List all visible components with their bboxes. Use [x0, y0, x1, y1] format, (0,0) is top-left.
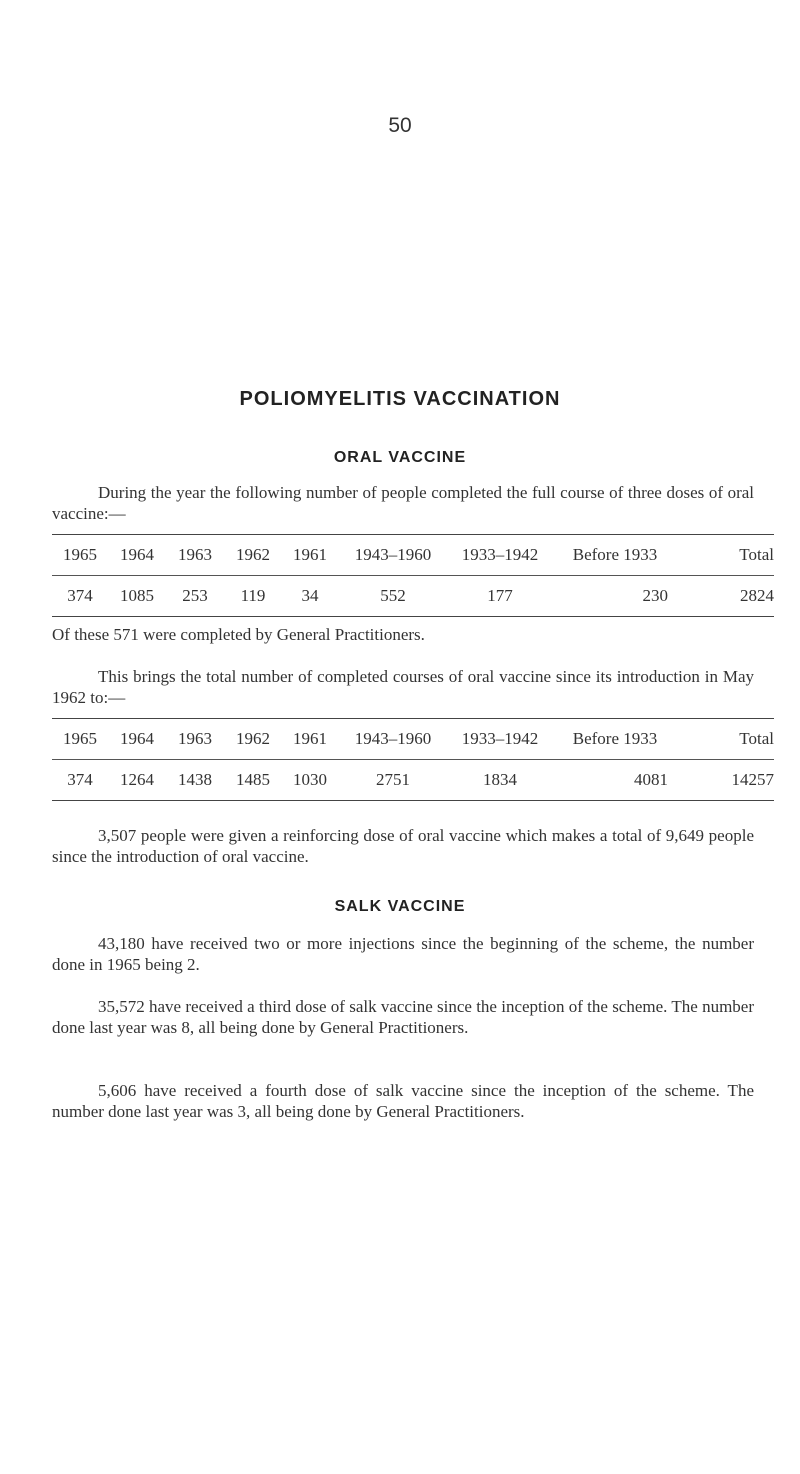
table-header-cell: 1961	[282, 719, 338, 760]
table-header-row	[52, 535, 774, 576]
salk-paragraph-3: 5,606 have received a fourth dose of salk vaccine since the inception of the scheme. The number done last year was 3, all being done by General Practitioners.	[52, 1081, 754, 1121]
table-cell: 374	[52, 576, 108, 617]
table-cell: 1264	[108, 760, 166, 801]
table-cell: 177	[448, 576, 552, 617]
gp-note-paragraph: Of these 571 were completed by General Practitioners.	[52, 625, 425, 644]
table-cell: 1438	[166, 760, 224, 801]
table-cell: 119	[224, 576, 282, 617]
table-cell: 1085	[108, 576, 166, 617]
table-header-cell: Total	[678, 535, 774, 576]
table-header-row	[52, 719, 774, 760]
salk-vaccine-heading: SALK VACCINE	[334, 898, 466, 915]
total-intro-paragraph: This brings the total number of completed courses of oral vaccine since its introduction in May 1962 to:—	[52, 667, 754, 707]
page-number: 50	[388, 114, 412, 137]
table-header-cell: Total	[678, 719, 774, 760]
table-header-cell: 1962	[224, 535, 282, 576]
table-cell: 14257	[678, 760, 774, 801]
table-header-cell: 1963	[166, 535, 224, 576]
table-header-cell: 1964	[108, 719, 166, 760]
table-header-cell: 1933–1942	[448, 719, 552, 760]
salk-paragraph-1: 43,180 have received two or more injections since the beginning of the scheme, the number done in 1965 being 2.	[52, 934, 754, 974]
table-cell: 552	[338, 576, 448, 617]
table-header-cell: Before 1933	[552, 535, 678, 576]
table-header-cell: 1965	[52, 535, 108, 576]
table-header-cell: 1943–1960	[338, 719, 448, 760]
table-cell: 2824	[678, 576, 774, 617]
table-cell: 1030	[282, 760, 338, 801]
table-header-cell: 1964	[108, 535, 166, 576]
table-row	[52, 760, 774, 801]
table-cell: 1485	[224, 760, 282, 801]
table-cell: 34	[282, 576, 338, 617]
table-header-cell: 1961	[282, 535, 338, 576]
table-cell: 2751	[338, 760, 448, 801]
table-cell: 374	[52, 760, 108, 801]
oral-vaccine-heading: ORAL VACCINE	[333, 449, 467, 466]
oral-completed-table	[52, 534, 774, 617]
salk-paragraph-2: 35,572 have received a third dose of salk vaccine since the inception of the scheme. The number done last year was 8, all being done by General Practitioners.	[52, 997, 754, 1037]
table-header-cell: 1962	[224, 719, 282, 760]
table-header-cell: 1963	[166, 719, 224, 760]
table-header-cell: 1933–1942	[448, 535, 552, 576]
oral-total-table	[52, 718, 774, 801]
reinforcing-dose-paragraph: 3,507 people were given a reinforcing dose of oral vaccine which makes a total of 9,649 people since the introduction of oral vaccine.	[52, 826, 754, 866]
table-cell: 4081	[552, 760, 678, 801]
table-cell: 253	[166, 576, 224, 617]
table-header-cell: Before 1933	[552, 719, 678, 760]
table-cell: 1834	[448, 760, 552, 801]
table-cell: 230	[552, 576, 678, 617]
oral-intro-paragraph: During the year the following number of people completed the full course of three doses of oral vaccine:—	[52, 483, 754, 523]
table-row	[52, 576, 774, 617]
page-title: POLIOMYELITIS VACCINATION	[239, 388, 561, 410]
table-header-cell: 1965	[52, 719, 108, 760]
table-header-cell: 1943–1960	[338, 535, 448, 576]
